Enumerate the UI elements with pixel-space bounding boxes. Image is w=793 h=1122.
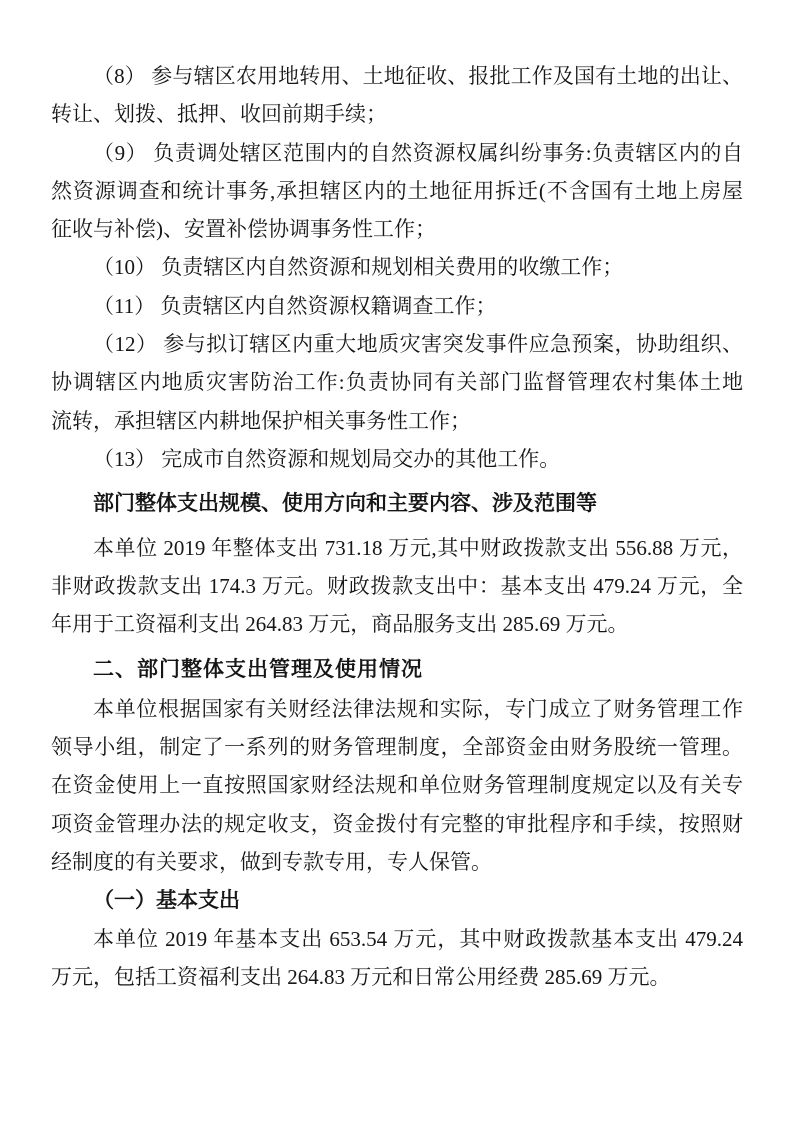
- paragraph-line: 流转，承担辖区内耕地保护相关事务性工作；: [51, 408, 471, 433]
- paragraph-line: 本单位根据国家有关财经法律法规和实际，专门成立了财务管理工作: [93, 696, 743, 721]
- paragraph-line: 万元，包括工资福利支出 264.83 万元和日常公用经费 285.69 万元。: [51, 964, 671, 989]
- paragraph-line: 本单位 2019 年整体支出 731.18 万元,其中财政拨款支出 556.88 万元，: [93, 535, 743, 560]
- paragraph-line: （11） 负责辖区内自然资源权籍调查工作；: [93, 293, 497, 318]
- paragraph-line: 征收与补偿)、安置补偿协调事务性工作；: [51, 217, 436, 242]
- paragraph-line: （8） 参与辖区农用地转用、土地征收、报批工作及国有土地的出让、: [93, 64, 743, 88]
- paragraph-line: （10） 负责辖区内自然资源和规划相关费用的收缴工作；: [93, 255, 624, 280]
- section-heading-basic-expenditure: （一）基本支出: [93, 888, 240, 913]
- paragraph-line: 本单位 2019 年基本支出 653.54 万元，其中财政拨款基本支出 479.24: [93, 926, 743, 951]
- paragraph-line: 经制度的有关要求，做到专款专用，专人保管。: [51, 849, 492, 874]
- paragraph-line: 年用于工资福利支出 264.83 万元，商品服务支出 285.69 万元。: [51, 612, 629, 637]
- paragraph-line: 然资源调查和统计事务,承担辖区内的土地征用拆迁(不含国有土地上房屋: [51, 178, 743, 203]
- section-heading-management-usage: 二、部门整体支出管理及使用情况: [93, 658, 423, 682]
- paragraph-line: （9） 负责调处辖区范围内的自然资源权属纠纷事务:负责辖区内的自: [93, 140, 743, 165]
- paragraph-line: 在资金使用上一直按照国家财经法规和单位财务管理制度规定以及有关专: [51, 773, 743, 798]
- paragraph-line: （13） 完成市自然资源和规划局交办的其他工作。: [93, 446, 561, 471]
- paragraph-line: 非财政拨款支出 174.3 万元。财政拨款支出中：基本支出 479.24 万元，全: [51, 573, 743, 598]
- paragraph-line: 项资金管理办法的规定收支，资金拨付有完整的审批程序和手续，按照财: [51, 811, 743, 836]
- document-body: [51, 57, 743, 996]
- section-heading-expenditure-scope: 部门整体支出规模、使用方向和主要内容、涉及范围等: [93, 491, 597, 516]
- paragraph-line: 领导小组，制定了一系列的财务管理制度，全部资金由财务股统一管理。: [51, 735, 743, 760]
- paragraph-line: （12） 参与拟订辖区内重大地质灾害突发事件应急预案，协助组织、: [93, 332, 743, 357]
- paragraph-line: 转让、划拨、抵押、收回前期手续；: [51, 102, 387, 127]
- paragraph-line: 协调辖区内地质灾害防治工作:负责协同有关部门监督管理农村集体土地: [51, 370, 743, 395]
